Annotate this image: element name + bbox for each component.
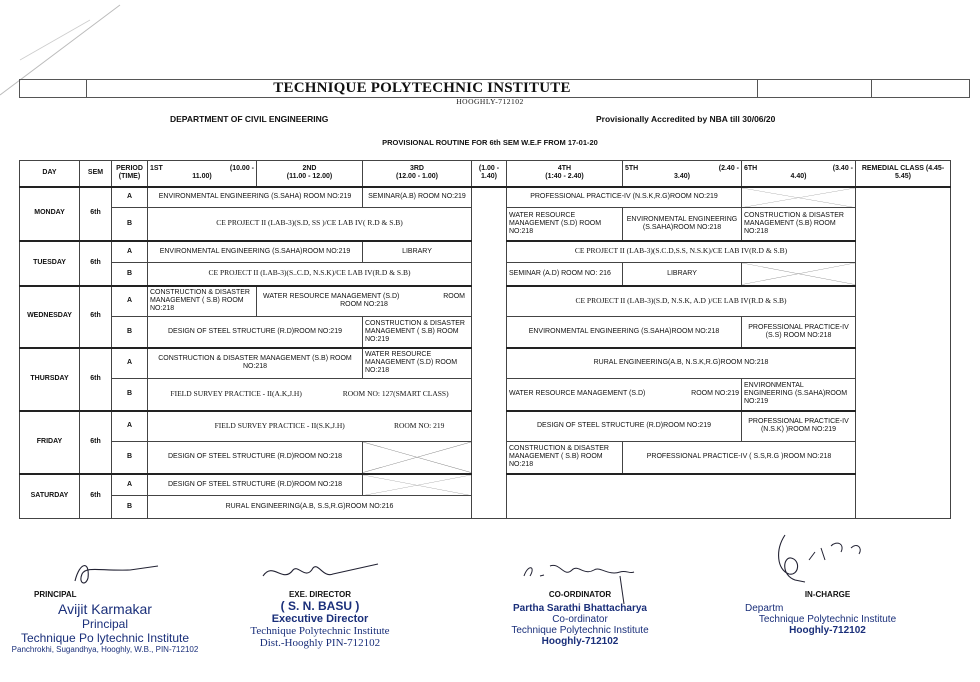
fri-a-steel: DESIGN OF STEEL STRUCTURE (R.D)ROOM NO:219 — [507, 411, 742, 442]
wed-a-wrm-room: ROOM NO:218 — [340, 301, 388, 309]
col-6-time-b: 4.40) — [790, 173, 807, 181]
incharge-label: IN-CHARGE — [804, 590, 851, 599]
col-6-time-a: (3.40 - — [832, 165, 853, 173]
break-column — [472, 187, 507, 519]
col-period-4 — [507, 161, 623, 187]
col-period-2 — [257, 161, 363, 187]
tue-a-project: CE PROJECT II (LAB-3)(S.C.D,S.S, N.S.K)/CE LAB IV(R.D & S.B) — [507, 241, 856, 263]
col-period-1 — [148, 161, 257, 187]
wed-b-steel: DESIGN OF STEEL STRUCTURE (R.D)ROOM NO:219 — [148, 317, 363, 348]
mon-a-env: ENVIRONMENTAL ENGINEERING (S.SAHA) ROOM NO:219 — [148, 187, 363, 208]
incharge-signature — [765, 530, 885, 592]
principal-address: Panchrokhi, Sugandhya, Hooghly, W.B., PIN-712102 — [11, 645, 199, 654]
principal-title: Principal — [81, 617, 129, 631]
fri-a-survey-room: ROOM NO: 219 — [393, 420, 445, 430]
col-sem: SEM — [80, 161, 112, 187]
col-2-time: (11.00 - 12.00) — [286, 173, 333, 181]
fri-a-prof: PROFESSIONAL PRACTICE-IV (N.S.K) )ROOM NO:219 — [742, 411, 856, 442]
institute-name: TECHNIQUE POLYTECHNIC INSTITUTE — [87, 80, 758, 98]
sem-cell: 6th — [80, 286, 112, 348]
col-1-time-b: 11.00) — [192, 173, 212, 181]
fri-b-cdm: CONSTRUCTION & DISASTER MANAGEMENT ( S.B) ROOM NO:218 — [507, 442, 623, 474]
sem-cell: 6th — [80, 348, 112, 411]
period-a: A — [112, 411, 148, 442]
thu-b-survey — [148, 379, 472, 411]
wed-a-cdm: CONSTRUCTION & DISASTER MANAGEMENT ( S.B) ROOM NO:218 — [148, 286, 257, 317]
wed-b-env: ENVIRONMENTAL ENGINEERING (S.SAHA)ROOM NO:218 — [507, 317, 742, 348]
tue-a-env: ENVIRONMENTAL ENGINEERING (S.SAHA)ROOM NO:219 — [148, 241, 363, 263]
thu-b-wrm-room: ROOM NO:219 — [691, 390, 739, 398]
empty-slot — [363, 442, 472, 474]
coordinator-title: Co-ordinator — [552, 614, 608, 625]
empty-slot — [742, 187, 856, 208]
mon-a-prof: PROFESSIONAL PRACTICE-IV (N.S.K,R.G)ROOM NO:219 — [507, 187, 742, 208]
col-period-3 — [363, 161, 472, 187]
col-1-label: 1ST — [150, 165, 163, 173]
wed-a-wrm-room-label: ROOM — [443, 293, 465, 301]
director-title: Executive Director — [271, 613, 369, 625]
thu-a-wrm: WATER RESOURCE MANAGEMENT (S.D) ROOM NO:218 — [363, 348, 472, 379]
mon-b-env: ENVIRONMENTAL ENGINEERING (S.SAHA)ROOM NO:218 — [623, 208, 742, 241]
wed-a-project: CE PROJECT II (LAB-3)(S.D, N.S.K, A.D )/CE LAB IV(R.D & S.B) — [507, 286, 856, 317]
period-a: A — [112, 474, 148, 496]
wed-b-prof: PROFESSIONAL PRACTICE-IV (S.S) ROOM NO:218 — [742, 317, 856, 348]
director-institute: Technique Polytechnic Institute — [250, 625, 390, 637]
day-monday: MONDAY — [20, 187, 80, 241]
col-5-time-b: 3.40) — [674, 173, 690, 181]
director-address: Dist.-Hooghly PIN-712102 — [259, 637, 381, 649]
col-5-time-a: (2.40 - — [718, 165, 739, 173]
thu-b-wrm-subject: WATER RESOURCE MANAGEMENT (S.D) — [509, 390, 646, 398]
col-5-label: 5TH — [625, 165, 639, 173]
empty-slot — [742, 263, 856, 286]
director-block — [220, 590, 420, 649]
thu-b-survey-room: ROOM NO: 127(SMART CLASS) — [342, 388, 449, 398]
col-1-time-a: (10.00 - — [229, 165, 254, 173]
principal-label: PRINCIPAL — [34, 590, 77, 599]
col-3-time: (12.00 - 1.00) — [395, 173, 439, 181]
coordinator-name: Partha Sarathi Bhattacharya — [513, 603, 647, 614]
mon-b-cdm: CONSTRUCTION & DISASTER MANAGEMENT (S.B) ROOM NO:218 — [742, 208, 856, 241]
wed-a-wrm-subject: WATER RESOURCE MANAGEMENT (S.D) — [263, 293, 400, 301]
institute-address: HOOGHLY-712102 — [456, 97, 524, 106]
wed-b-cdm: CONSTRUCTION & DISASTER MANAGEMENT ( S.B) ROOM NO:219 — [363, 317, 472, 348]
period-b: B — [112, 317, 148, 348]
coordinator-label: CO-ORDINATOR — [548, 590, 612, 599]
sat-a-steel: DESIGN OF STEEL STRUCTURE (R.D)ROOM NO:218 — [148, 474, 363, 496]
incharge-department: Departm — [745, 603, 784, 614]
col-period-6 — [742, 161, 856, 187]
director-label: EXE. DIRECTOR — [288, 590, 352, 599]
tue-b-project: CE PROJECT II (LAB-3)(S..C.D, N.S.K)/CE LAB IV(R.D & S.B) — [148, 263, 472, 286]
coordinator-institute: Technique Polytechnic Institute — [511, 625, 649, 636]
remedial-column — [856, 187, 951, 519]
title-bar — [19, 79, 970, 98]
period-b: B — [112, 496, 148, 519]
empty-slot — [363, 474, 472, 496]
mon-b-wrm: WATER RESOURCE MANAGEMENT (S.D) ROOM NO:218 — [507, 208, 623, 241]
accreditation-note: Provisionally Accredited by NBA till 30/06/20 — [596, 114, 776, 124]
thu-b-survey-subject: FIELD SURVEY PRACTICE - II(A.K,J.H) — [170, 388, 302, 398]
routine-table — [19, 160, 951, 519]
table-row — [20, 187, 951, 208]
tue-b-library: LIBRARY — [623, 263, 742, 286]
coordinator-address: Hooghly-712102 — [541, 636, 619, 647]
director-name: ( S. N. BASU ) — [280, 599, 360, 613]
incharge-institute: Technique Polytechnic Institute — [758, 614, 897, 625]
period-b: B — [112, 208, 148, 241]
period-b: B — [112, 442, 148, 474]
header-row — [20, 161, 951, 187]
fri-b-steel: DESIGN OF STEEL STRUCTURE (R.D)ROOM NO:218 — [148, 442, 363, 474]
col-day: DAY — [20, 161, 80, 187]
tue-b-seminar: SEMINAR (A.D) ROOM NO: 216 — [507, 263, 623, 286]
period-b: B — [112, 263, 148, 286]
sat-b-rural: RURAL ENGINEERING(A.B, S.S,R.G)ROOM NO:216 — [148, 496, 472, 519]
thu-b-wrm — [507, 379, 742, 411]
period-a: A — [112, 286, 148, 317]
fri-a-survey-subject: FIELD SURVEY PRACTICE - II(S.K,J.H) — [214, 420, 345, 430]
day-thursday: THURSDAY — [20, 348, 80, 411]
period-b: B — [112, 379, 148, 411]
principal-name: Avijit Karmakar — [58, 601, 152, 617]
sem-cell: 6th — [80, 474, 112, 519]
routine-title: PROVISIONAL ROUTINE FOR 6th SEM W.E.F FROM 17-01-20 — [382, 138, 598, 147]
day-tuesday: TUESDAY — [20, 241, 80, 286]
incharge-block — [745, 590, 910, 636]
sem-cell: 6th — [80, 187, 112, 241]
sem-cell: 6th — [80, 411, 112, 474]
director-signature — [258, 556, 388, 588]
day-saturday: SATURDAY — [20, 474, 80, 519]
col-2-label: 2ND — [302, 165, 317, 173]
principal-block — [0, 590, 210, 654]
day-friday: FRIDAY — [20, 411, 80, 474]
fri-a-survey — [148, 411, 472, 442]
principal-institute: Technique Po lytechnic Institute — [20, 631, 190, 645]
department-name: DEPARTMENT OF CIVIL ENGINEERING — [170, 114, 329, 124]
period-a: A — [112, 241, 148, 263]
mon-b-project: CE PROJECT II (LAB-3)(S.D, SS )/CE LAB IV( R.D & S.B) — [148, 208, 472, 241]
wed-a-wrm — [257, 286, 472, 317]
period-a: A — [112, 348, 148, 379]
col-3-label: 3RD — [409, 165, 424, 173]
col-period-5 — [623, 161, 742, 187]
sat-afternoon-empty — [507, 474, 856, 519]
col-period: PERIOD (TIME) — [112, 161, 148, 187]
col-break: (1.00 - 1.40) — [472, 161, 507, 187]
period-a: A — [112, 187, 148, 208]
thu-b-env: ENVIRONMENTAL ENGINEERING (S.SAHA)ROOM NO:219 — [742, 379, 856, 411]
day-wednesday: WEDNESDAY — [20, 286, 80, 348]
col-4-label: 4TH — [557, 165, 572, 173]
mon-a-seminar: SEMINAR(A.B) ROOM NO:219 — [363, 187, 472, 208]
fri-b-prof: PROFESSIONAL PRACTICE-IV ( S.S,R.G )ROOM NO:218 — [623, 442, 856, 474]
col-6-label: 6TH — [744, 165, 758, 173]
col-4-time: (1:40 - 2.40) — [545, 173, 584, 181]
thu-a-rural: RURAL ENGINEERING(A.B, N.S.K,R.G)ROOM NO:218 — [507, 348, 856, 379]
sem-cell: 6th — [80, 241, 112, 286]
incharge-address: Hooghly-712102 — [789, 625, 866, 636]
tue-a-library: LIBRARY — [363, 241, 472, 263]
col-remedial: REMEDIAL CLASS (4.45-5.45) — [856, 161, 951, 187]
principal-signature — [70, 556, 160, 590]
coordinator-block — [480, 590, 680, 647]
thu-a-cdm: CONSTRUCTION & DISASTER MANAGEMENT (S.B) ROOM NO:218 — [148, 348, 363, 379]
